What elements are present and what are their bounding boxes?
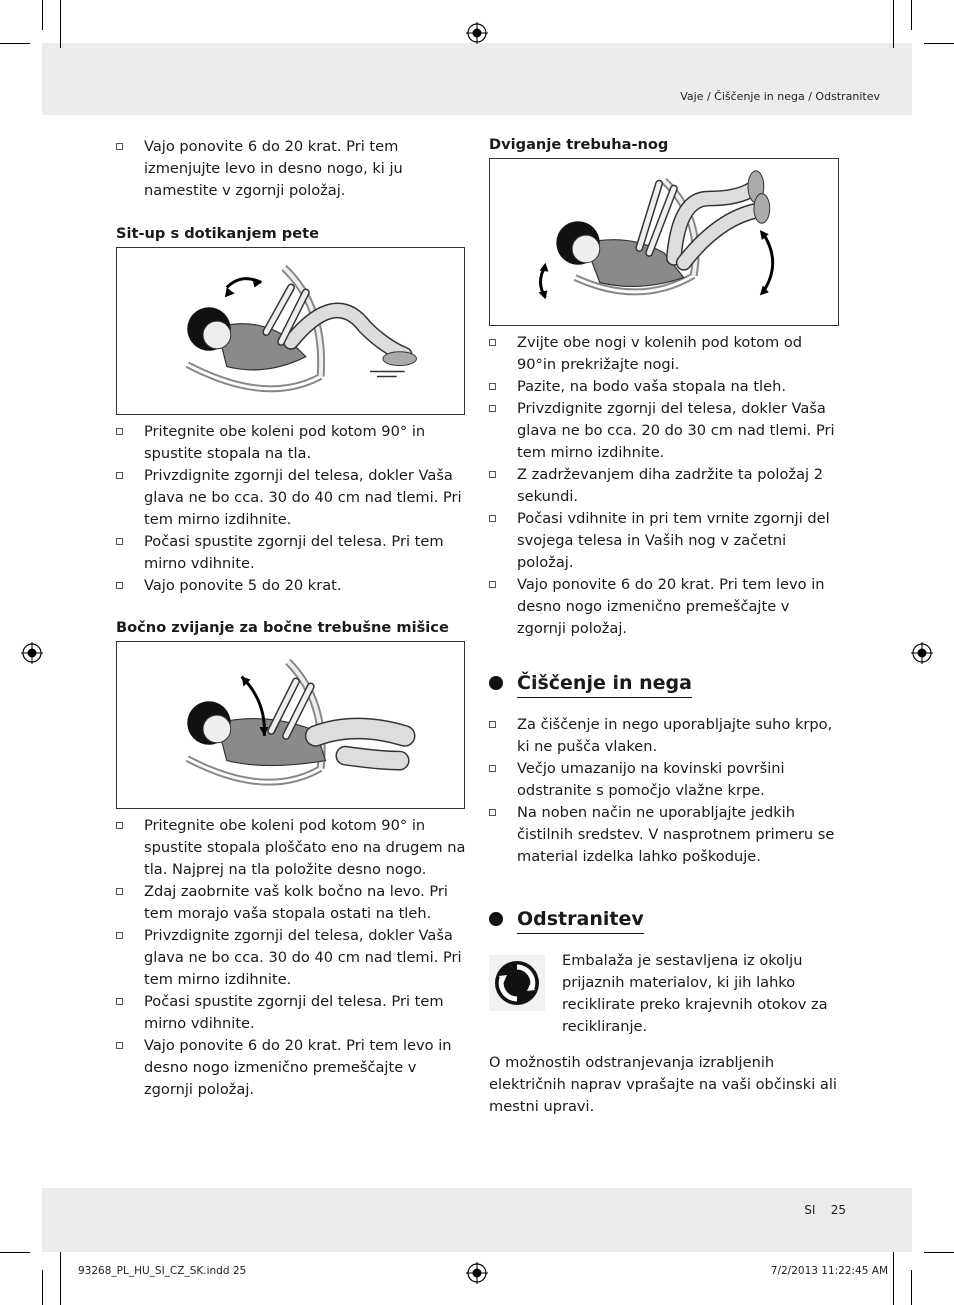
checkbox-bullet-icon (489, 765, 496, 772)
list-item: Večjo umazanijo na kovinski površini odstranite s pomočjo vlažne krpe. (489, 758, 841, 802)
checkbox-bullet-icon (489, 339, 496, 346)
slug-timestamp: 7/2/2013 11:22:45 AM (770, 1265, 888, 1277)
crop-mark (893, 0, 894, 48)
checkbox-bullet-icon (116, 1042, 123, 1049)
recycle-icon (489, 955, 545, 1011)
list-item: Pritegnite obe koleni pod kotom 90° in spustite stopala ploščato eno na drugem na tla. Najprej na tla položite desno nogo. (116, 815, 470, 881)
list-item: Zvijte obe nogi v kolenih pod kotom od 90°in prekrižajte nogi. (489, 332, 841, 376)
crop-mark (893, 1252, 894, 1305)
cleaning-steps (489, 714, 841, 868)
list-item: Privzdignite zgornji del telesa, dokler Vaša glava ne bo cca. 30 do 40 cm nad tlemi. Pri tem mirno izdihnite. (116, 465, 470, 531)
footer-lang: SI (804, 1203, 816, 1217)
crop-mark (60, 0, 61, 48)
checkbox-bullet-icon (116, 428, 123, 435)
list-item: Zdaj zaobrnite vaš kolk bočno na levo. Pri tem morajo vaša stopala ostati na tleh. (116, 881, 470, 925)
list-item: Pazite, na bodo vaša stopala na tleh. (489, 376, 841, 398)
crop-mark (42, 1270, 43, 1305)
list-item: Vajo ponovite 5 do 20 krat. (116, 575, 470, 597)
section-bullet-icon (489, 676, 503, 690)
list-item: Počasi spustite zgornji del telesa. Pri tem mirno vdihnite. (116, 531, 470, 575)
leg-raise-illustration (489, 158, 839, 326)
crop-mark (42, 0, 43, 30)
disposal-heading: Odstranitev (489, 906, 841, 934)
section-bullet-icon (489, 912, 503, 926)
list-item: Vajo ponovite 6 do 20 krat. Pri tem levo in desno nogo izmenično premeščajte v zgornji položaj. (489, 574, 841, 640)
side-crunch-title: Bočno zvijanje za bočne trebušne mišice (116, 619, 449, 636)
side-crunch-illustration (116, 641, 465, 809)
crop-mark (0, 1252, 30, 1253)
right-column (489, 134, 841, 1118)
checkbox-bullet-icon (489, 471, 496, 478)
leg-raise-steps (489, 332, 841, 640)
packaging-block (489, 950, 841, 1038)
checkbox-bullet-icon (116, 888, 123, 895)
checkbox-bullet-icon (489, 581, 496, 588)
crop-mark (911, 0, 912, 30)
list-item: Počasi spustite zgornji del telesa. Pri tem mirno vdihnite. (116, 991, 470, 1035)
checkbox-bullet-icon (489, 809, 496, 816)
checkbox-bullet-icon (116, 822, 123, 829)
checkbox-bullet-icon (116, 143, 123, 150)
cleaning-heading: Čiščenje in nega (489, 670, 841, 698)
list-item: Počasi vdihnite in pri tem vrnite zgornji del svojega telesa in Vaših nog v začetni položaj. (489, 508, 841, 574)
list-item: Za čiščenje in nego uporabljajte suho krpo, ki ne pušča vlaken. (489, 714, 841, 758)
breadcrumb: Vaje / Čiščenje in nega / Odstranitev (680, 90, 880, 103)
intro-list (116, 136, 470, 202)
crop-mark (60, 1252, 61, 1305)
checkbox-bullet-icon (116, 582, 123, 589)
checkbox-bullet-icon (116, 538, 123, 545)
crop-mark (924, 43, 954, 44)
list-item: Vajo ponovite 6 do 20 krat. Pri tem izmenjujte levo in desno nogo, ki ju namestite v zgornji položaj. (116, 136, 470, 202)
list-item: Vajo ponovite 6 do 20 krat. Pri tem levo in desno nogo izmenično premeščajte v zgornji položaj. (116, 1035, 470, 1101)
registration-mark-icon (21, 642, 43, 664)
header-band (42, 43, 912, 115)
crop-mark (911, 1270, 912, 1305)
slug-file: 93268_PL_HU_SI_CZ_SK.indd 25 (78, 1265, 247, 1277)
checkbox-bullet-icon (116, 998, 123, 1005)
footer-page-num: 25 (830, 1203, 846, 1217)
list-item: Privzdignite zgornji del telesa, dokler Vaša glava ne bo cca. 20 do 30 cm nad tlemi. Pri tem mirno izdihnite. (489, 398, 841, 464)
packaging-text: Embalaža je sestavljena iz okolju prijaznih materialov, ki jih lahko reciklirate preko krajevnih otokov za recikliranje. (562, 952, 828, 1035)
electrical-disposal-text: O možnostih odstranjevanja izrabljenih električnih naprav vprašajte na vaši občinski ali mestni upravi. (489, 1054, 837, 1115)
list-item: Pritegnite obe koleni pod kotom 90° in spustite stopala na tla. (116, 421, 470, 465)
situp-steps (116, 421, 470, 597)
registration-mark-icon (911, 642, 933, 664)
leg-raise-title: Dviganje trebuha-nog (489, 136, 669, 153)
checkbox-bullet-icon (489, 405, 496, 412)
checkbox-bullet-icon (489, 721, 496, 728)
checkbox-bullet-icon (116, 472, 123, 479)
crop-mark (0, 43, 30, 44)
checkbox-bullet-icon (489, 515, 496, 522)
list-item: Privzdignite zgornji del telesa, dokler Vaša glava ne bo cca. 30 do 40 cm nad tlemi. Pri tem mirno izdihnite. (116, 925, 470, 991)
situp-title: Sit-up s dotikanjem pete (116, 225, 320, 242)
crop-mark (924, 1252, 954, 1253)
side-crunch-steps (116, 815, 470, 1101)
situp-illustration (116, 247, 465, 415)
checkbox-bullet-icon (489, 383, 496, 390)
registration-mark-icon (466, 1262, 488, 1284)
registration-mark-icon (466, 22, 488, 44)
page-number (804, 1203, 846, 1217)
list-item: Na noben način ne uporabljajte jedkih čistilnih sredstev. V nasprotnem primeru se material izdelka lahko poškoduje. (489, 802, 841, 868)
checkbox-bullet-icon (116, 932, 123, 939)
footer-band (42, 1188, 912, 1252)
list-item: Z zadrževanjem diha zadržite ta položaj 2 sekundi. (489, 464, 841, 508)
left-column (116, 136, 470, 1101)
